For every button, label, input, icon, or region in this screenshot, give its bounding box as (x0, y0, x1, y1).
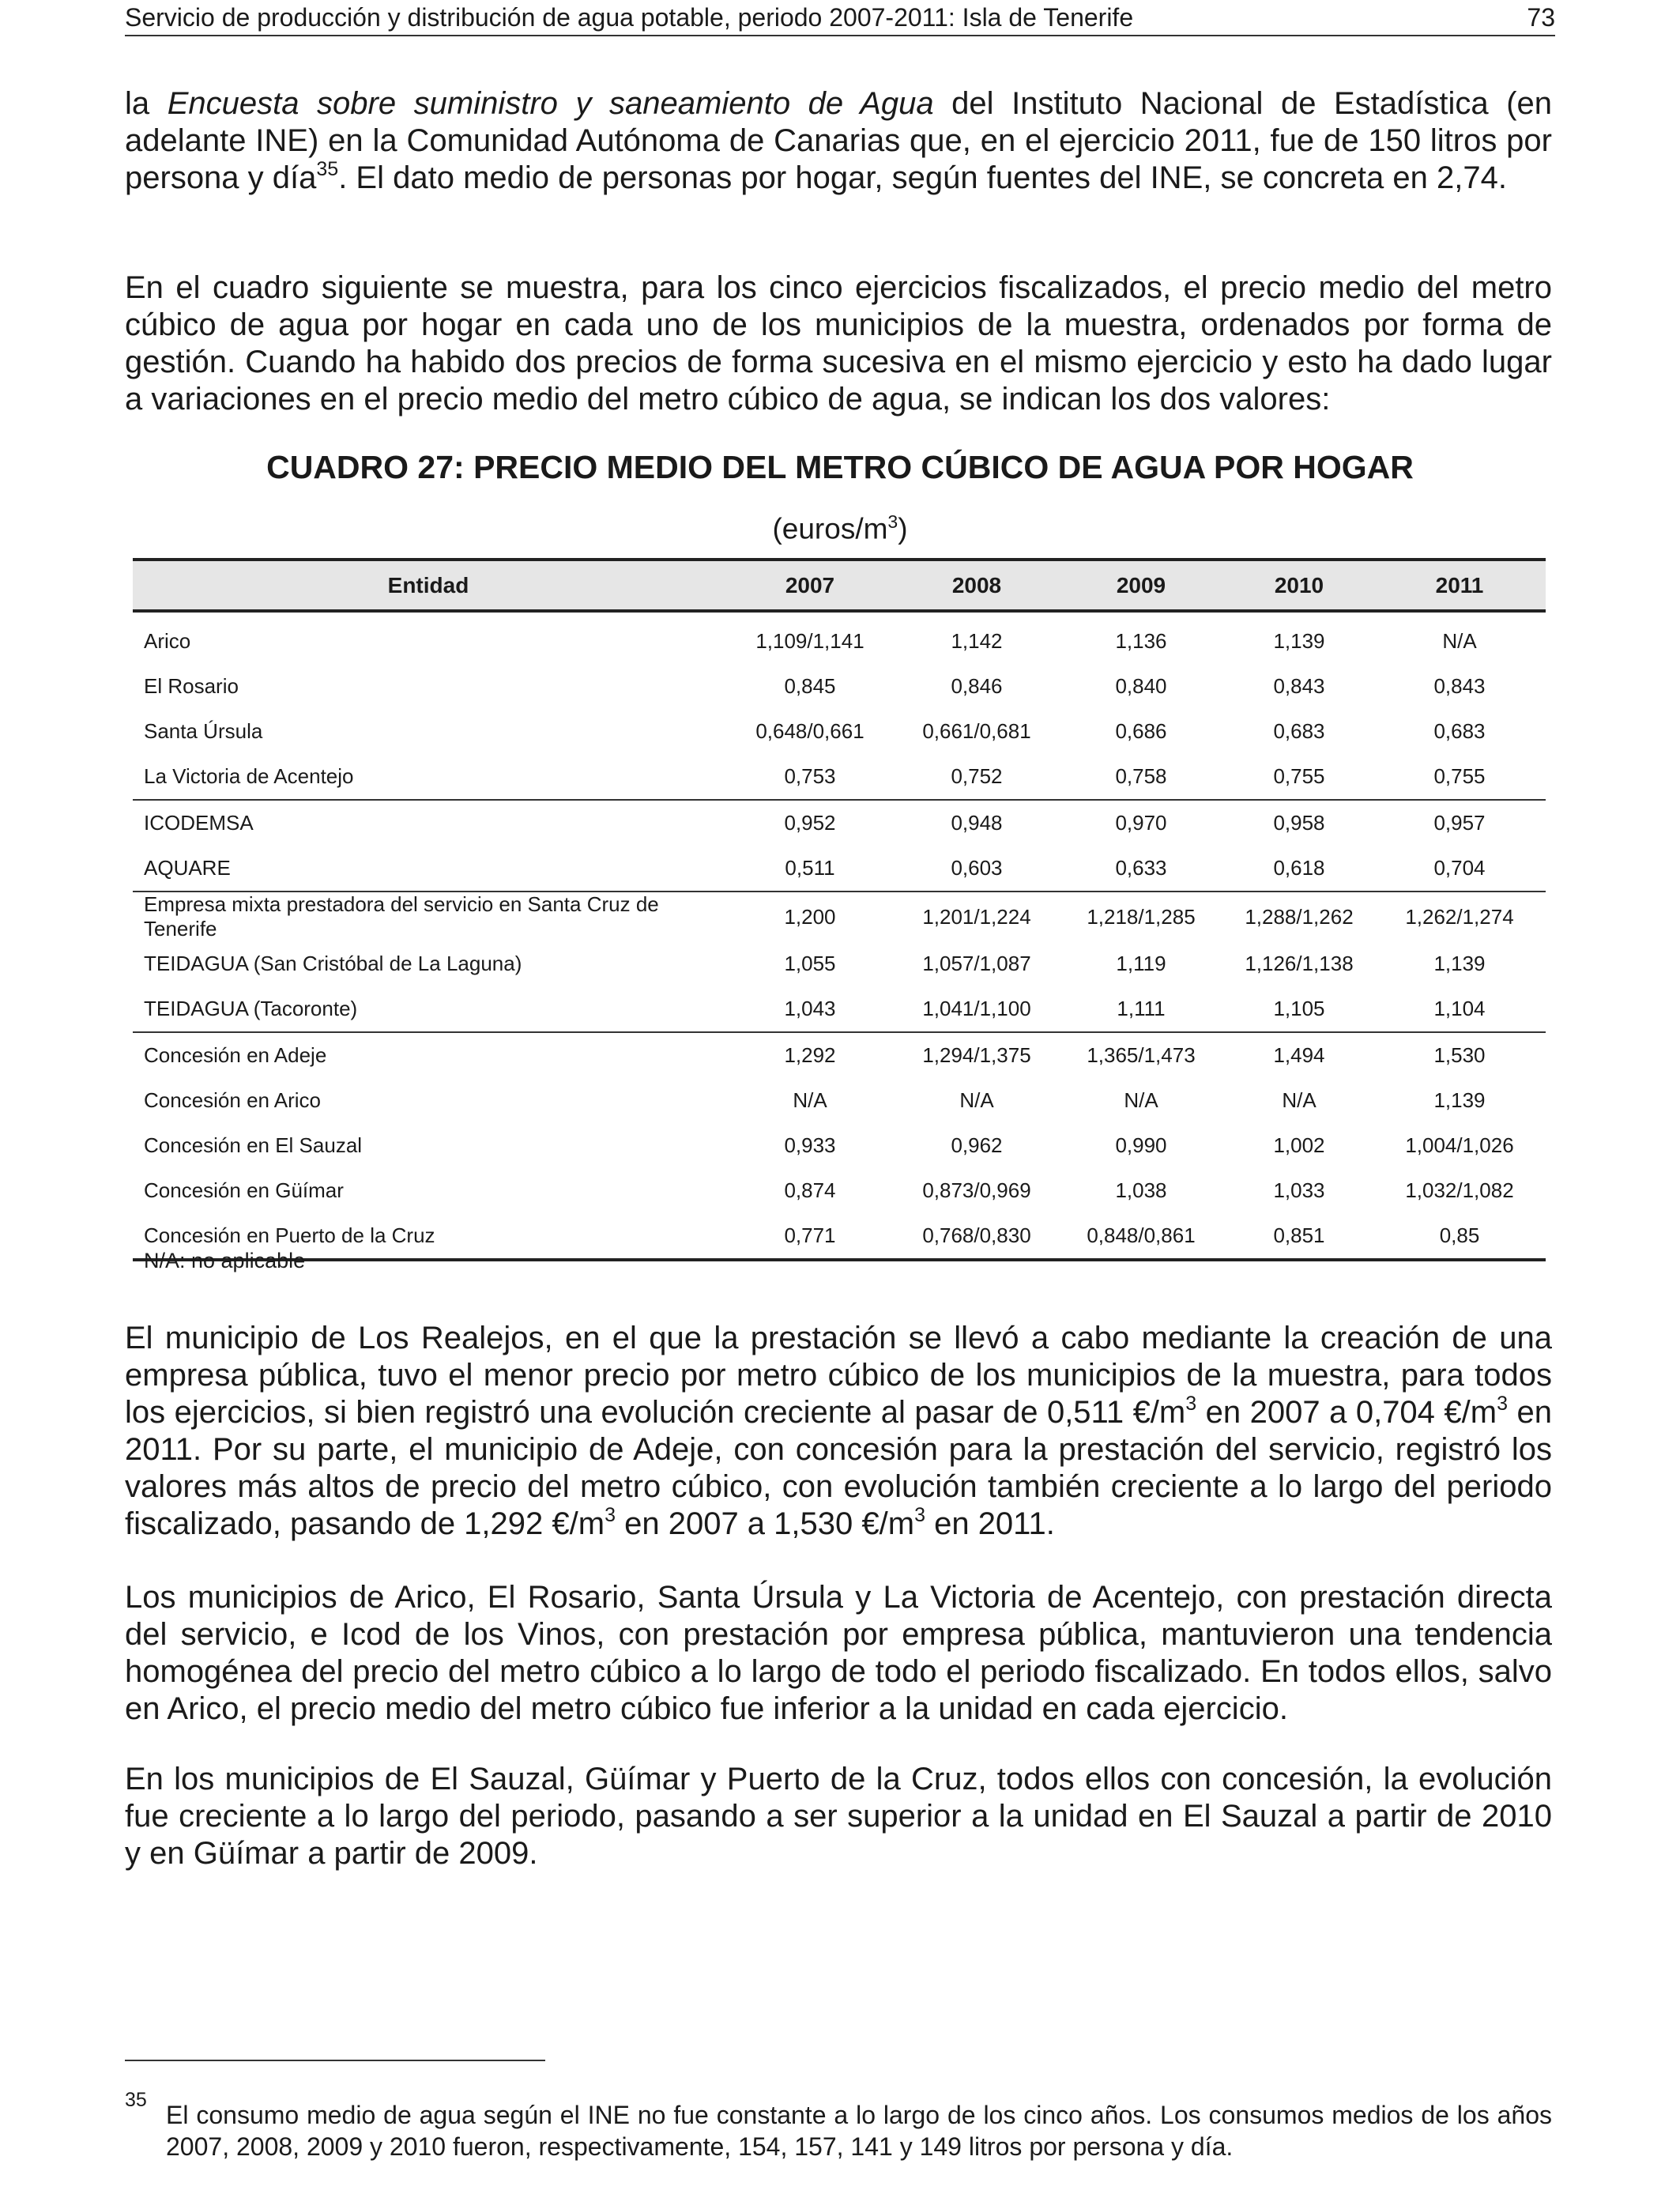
paragraph-concessions: En los municipios de El Sauzal, Güímar y Puerto de la Cruz, todos ellos con concesión, la evolución fue creciente a lo largo del periodo, pasando a ser superior a la unidad en El Sauzal a partir de 2010 y en Güímar a partir de 2009. (125, 1762, 1552, 1871)
table-row: TEIDAGUA (San Cristóbal de La Laguna) 1,055 1,057/1,087 1,119 1,126/1,138 1,139 (144, 952, 1486, 975)
table-note: N/A: no aplicable (144, 1249, 306, 1272)
header-entidad: Entidad (133, 560, 724, 611)
footnote-number: 35 (125, 2089, 147, 2111)
paragraph-ine-survey: la Encuesta sobre suministro y saneamiento de Agua del Instituto Nacional de Estadística (en adelante INE) en la Comunidad Autónoma de Canarias que, en el ejercicio 2011, fue de 150 litros por persona y día$^{35}$. El dato medio de personas por hogar, según fuentes del INE, se concreta en 2,74. (125, 86, 1553, 195)
table-unit: $(euros/m^3)$ (772, 511, 908, 545)
survey-title: Encuesta sobre suministro y saneamiento de Agua (167, 86, 934, 121)
paragraph-table-intro: En el cuadro siguiente se muestra, para los cinco ejercicios fiscalizados, el precio medio del metro cúbico de agua por hogar en cada uno de los municipios de la muestra, ordenados por forma de gestión. Cuando ha habido dos precios de forma sucesiva en el mismo ejercicio y esto ha dado lugar a variaciones en el precio medio del metro cúbico de agua, se indican los dos valores: (125, 270, 1552, 417)
price-table (133, 558, 1546, 1261)
header-title: Servicio de producción y distribución de agua potable, periodo 2007-2011: Isla de Tenerife (125, 3, 1134, 32)
table-row: Concesión en Adeje 1,292 1,294/1,375 1,365/1,473 1,494 1,530 (133, 1032, 1546, 1078)
footnote-reference[interactable]: 35 (316, 157, 339, 180)
header-2011: 2011 (1373, 560, 1546, 611)
table-title: CUADRO 27: PRECIO MEDIO DEL METRO CÚBICO DE AGUA POR HOGAR (266, 449, 1414, 485)
paragraph-los-realejos: El municipio de Los Realejos, en el que la prestación se llevó a cabo mediante la creación de una empresa pública, tuvo el menor precio por metro cúbico de los municipios de la muestra, para todos los ejercicios, si bien registró una evolución creciente al pasar de 0,511 $€/m^3$ en 2007 a 0,704 $€/m^3$ en 2011. Por su parte, el municipio de Adeje, con concesión para la prestación del servicio, registró los valores más altos de precio del metro cúbico, con evolución también creciente a lo largo del periodo fiscalizado, pasando de 1,292 $€/m^3$ en 2007 a 1,530 $€/m^3$ en 2011. (125, 1321, 1552, 1541)
header-2010: 2010 (1225, 560, 1373, 611)
table-row: TEIDAGUA (Tacoronte) 1,043 1,041/1,100 1,111 1,105 1,104 (144, 997, 1486, 1020)
table-row: Concesión en Puerto de la Cruz 0,771 0,768/0,830 0,848/0,861 0,851 0,85 (133, 1213, 1546, 1260)
table-row: Concesión en Arico N/A N/A N/A N/A 1,139 (144, 1088, 1486, 1112)
header-2009: 2009 (1057, 560, 1225, 611)
table-row: Arico 1,109/1,141 1,142 1,136 1,139 N/A (144, 629, 1477, 653)
footnote-text: El consumo medio de agua según el INE no fue constante a lo largo de los cinco años. Los consumos medios de los años 2007, 2008, 2009 y 2010 fueron, respectivamente, 154, 157, 141 y 149 litros por persona y día. (166, 2101, 1552, 2161)
footnote-divider (125, 2060, 545, 2061)
table-header-row (133, 560, 1546, 611)
page-header (125, 0, 1555, 36)
table-row: El Rosario 0,845 0,846 0,840 0,843 0,843 (144, 674, 1486, 698)
page-number: 73 (1527, 3, 1555, 32)
table-row: ICODEMSA 0,952 0,948 0,970 0,958 0,957 (133, 800, 1546, 846)
header-2008: 2008 (896, 560, 1057, 611)
table-row: Concesión en El Sauzal 0,933 0,962 0,990 1,002 1,004/1,026 (144, 1133, 1514, 1157)
table-row: Concesión en Güímar 0,874 0,873/0,969 1,038 1,033 1,032/1,082 (144, 1178, 1514, 1202)
paragraph-homogeneous-trend: Los municipios de Arico, El Rosario, Santa Úrsula y La Victoria de Acentejo, con prestación directa del servicio, e Icod de los Vinos, con prestación por empresa pública, mantuvieron una tendencia homogénea del precio del metro cúbico a lo largo de todo el periodo fiscalizado. En todos ellos, salvo en Arico, el precio medio del metro cúbico fue inferior a la unidad en cada ejercicio. (125, 1580, 1552, 1726)
header-2007: 2007 (724, 560, 896, 611)
table-row: AQUARE 0,511 0,603 0,633 0,618 0,704 (144, 856, 1486, 880)
table-row: La Victoria de Acentejo 0,753 0,752 0,758 0,755 0,755 (144, 764, 1486, 788)
table-row: Empresa mixta prestadora del servicio en Santa Cruz de Tenerife 1,200 1,201/1,224 1,218/1,285 1,288/1,262 1,262/1,274 (133, 892, 1546, 941)
table-row: Santa Úrsula 0,648/0,661 0,661/0,681 0,686 0,683 0,683 (144, 719, 1486, 743)
